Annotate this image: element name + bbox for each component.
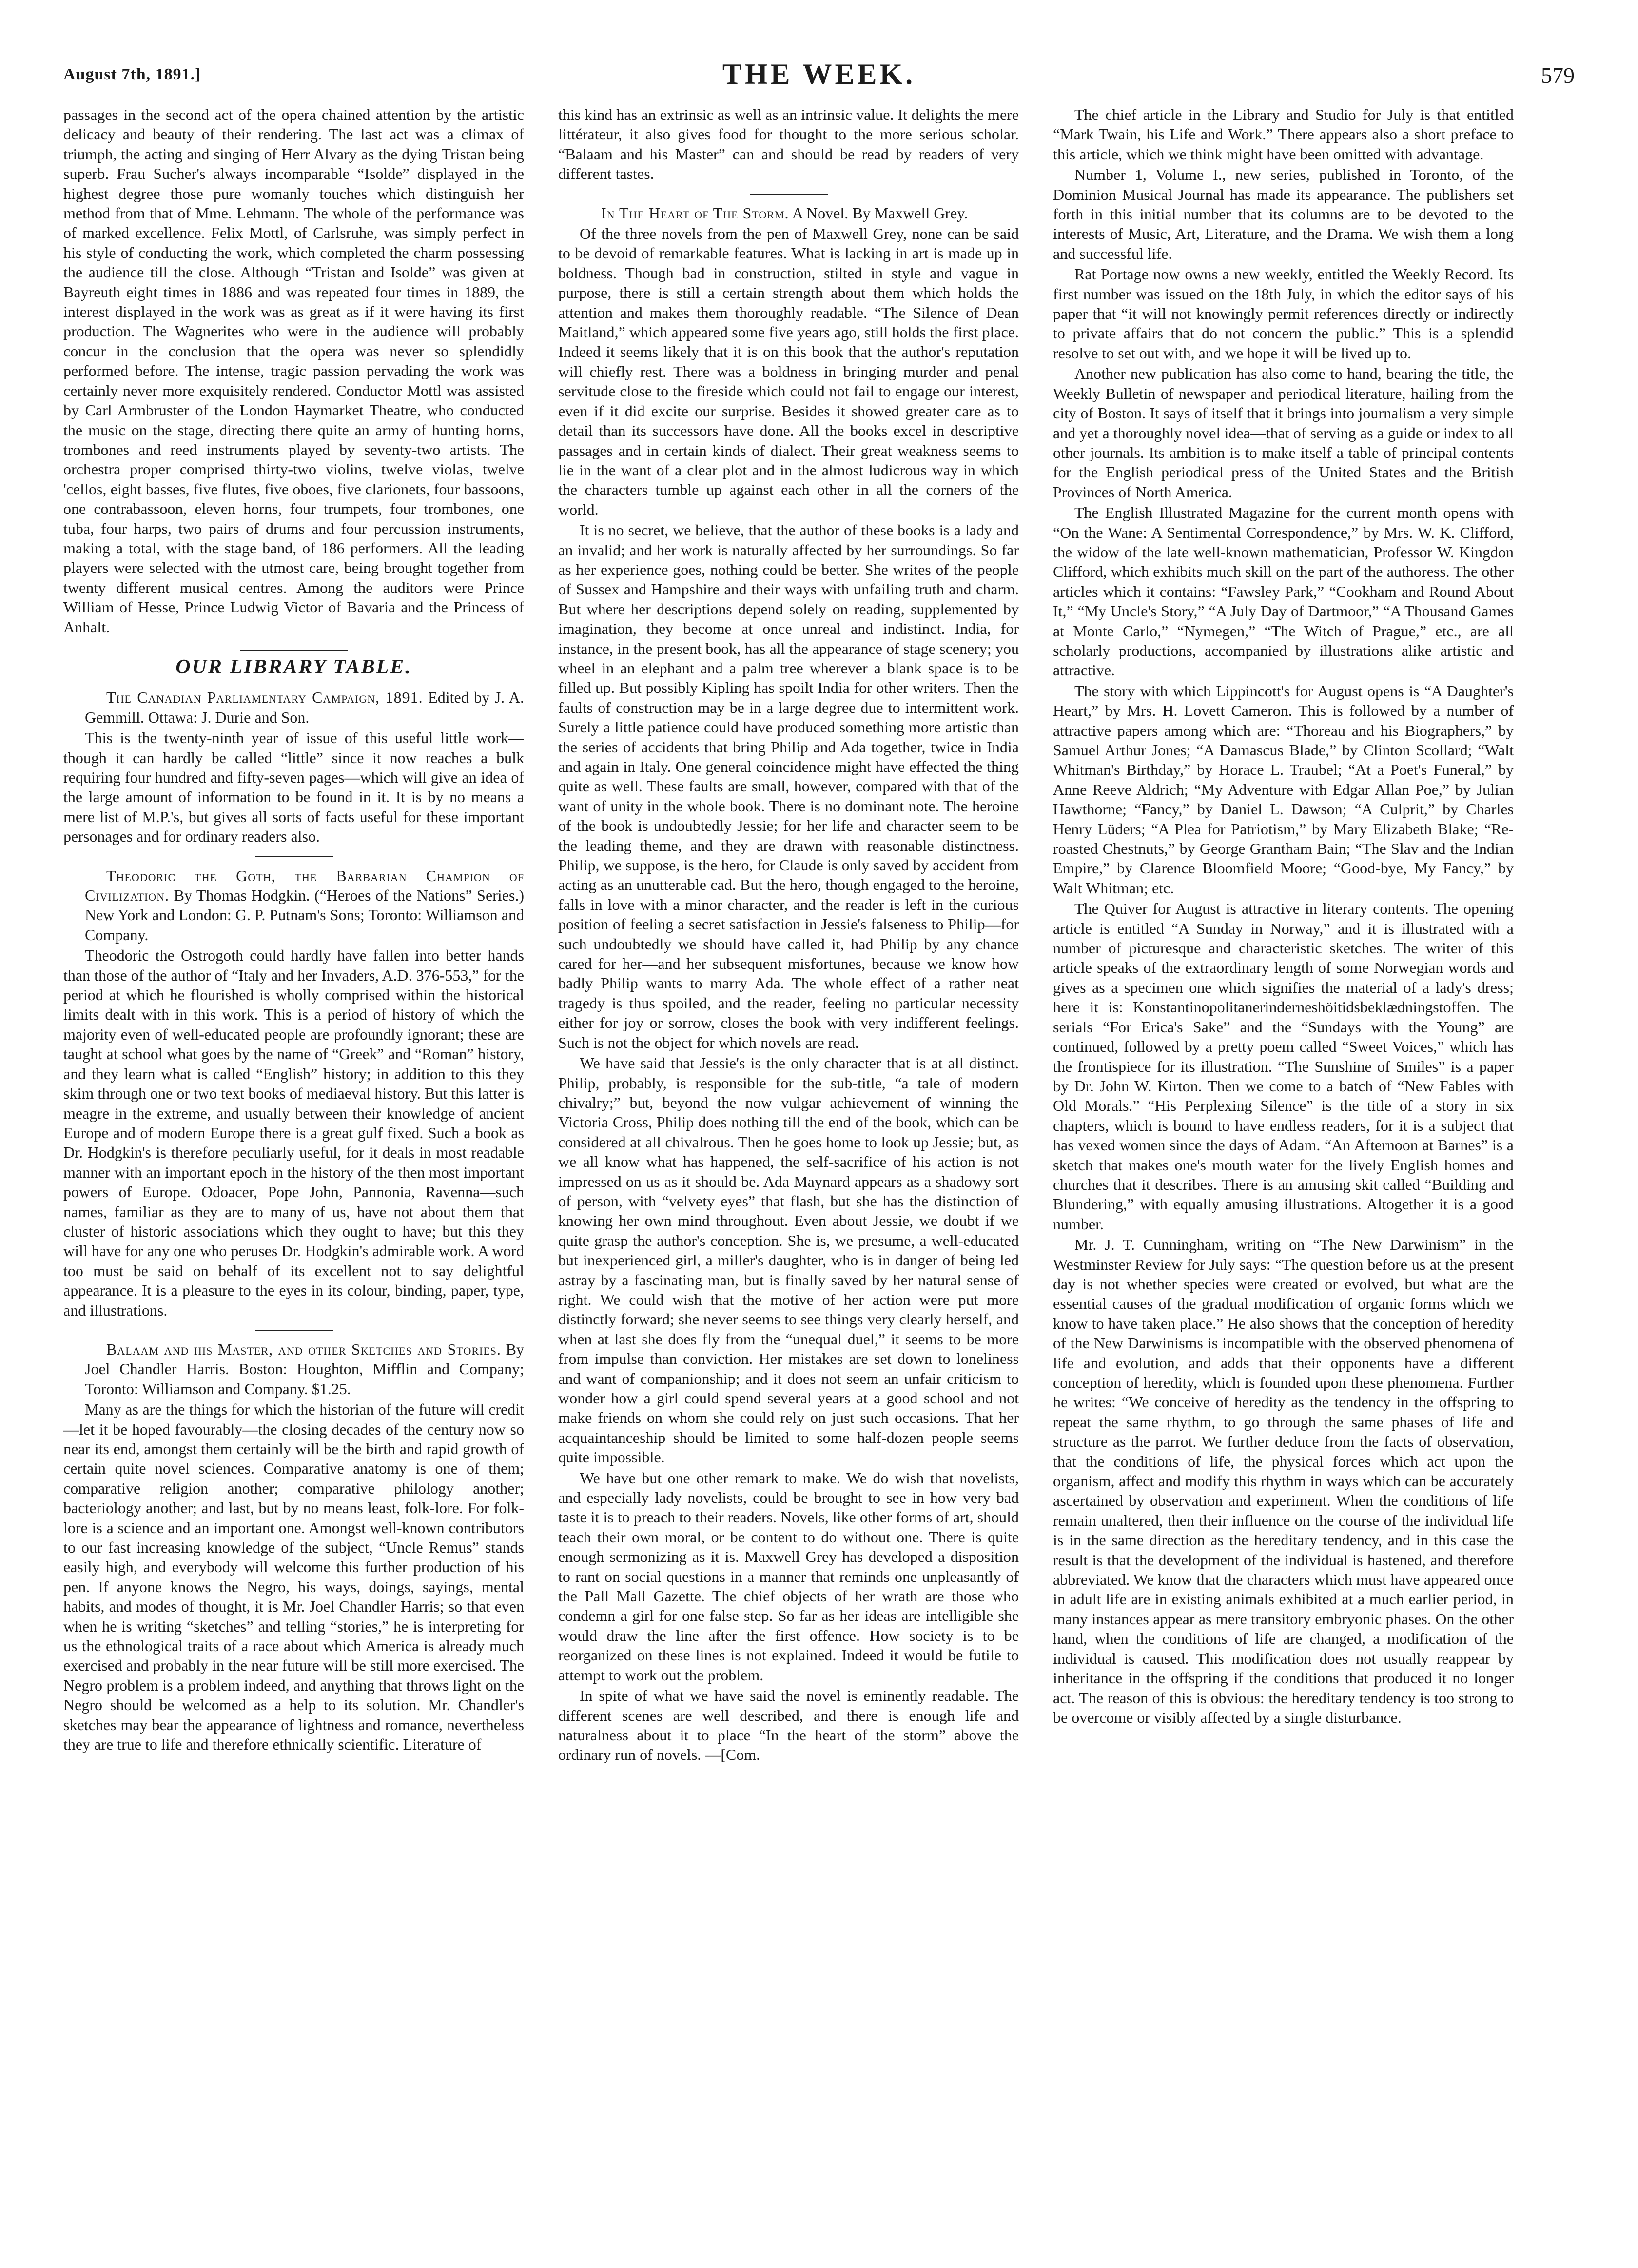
review-body: This is the twenty-ninth year of issue of this useful little work—though it can hardly be called “little” since it now reaches a bulk requiring four hundred and fifty-seven pages—which will give an idea of the large amount of information to be found in it. It is by no means a mere list of M.P.'s, but gives all sorts of facts useful for these important personages and for ordinary readers also. (63, 729, 524, 846)
periodical-note: The chief article in the Library and Studio for July is that entitled “Mark Twain, his Life and Work.” There appears also a short preface to this article, which we think might have been omitted with advantage. (1053, 106, 1514, 163)
page-number: 579 (1541, 63, 1575, 88)
review-paragraph: Of the three novels from the pen of Maxwell Grey, none can be said to be devoid of remarkable features. What is lacking in art is made up in boldness. Though bad in construction, stilted in style and vague in purpose, there is still a certain strength about them which holds the attention and makes them thoroughly readable. “The Silence of Dean Maitland,” which appeared some five years ago, still holds the first place. Indeed it seems likely that it is on this book that the author's reputation will chiefly rest. There was a boldness in bringing murder and penal servitude close to the fireside which could not fail to engage our interest, even if it did excite our surprise. Besides it showed greater care as to detail than its successors have done. All the books excel in descriptive passages and in certain kinds of dialect. Their great weakness seems to lie in the want of a clear plot and in the almost ludicrous way in which the characters tumble up against each other in all the corners of the world. (558, 225, 1019, 518)
review-heart-of-the-storm (558, 203, 1019, 1765)
review-paragraph: We have said that Jessie's is the only character that is at all distinct. Philip, probably, is responsible for the sub-title, “a tale of modern chivalry;” but, beyond the now vulgar achievement of winning the Victoria Cross, Philip does nothing till the end of the book, which can be considered at all chivalrous. Then he goes home to look up Jessie; but, as we all know what has happened, the self-sacrifice of his action is not impressed on us as it should be. Ada Maynard appears as a shadowy sort of person, with “velvety eyes” that flash, but she has the distinction of knowing her own mind throughout. Even about Jessie, we doubt if we quite grasp the author's conception. She is, we presume, a well-educated but inexperienced girl, a miller's daughter, who is in danger of being led astray by a fascinating man, but is finally saved by her natural sense of right. We could wish that the motive of her action were put more distinctly forward; she never seems to see things very clearly herself, and when at last she does fly from the “unequal duel,” it seems to be more from impulse than conviction. Her mistakes are set down to loneliness and want of companionship; and it does not seem an unfair criticism to wonder how a girl could spend several years at a good school and not make friends on whom she could rely on just such occasions. That her acquaintanceship should be limited to some half-dozen people seems quite impossible. (558, 1054, 1019, 1466)
book-meta: By Joel Chandler Harris. Boston: Houghton, Mifflin and Company; Toronto: Williamson and Company. $1.25. (85, 1340, 524, 1398)
issue-date: August 7th, 1891.] (63, 65, 201, 83)
periodical-note: Number 1, Volume I., new series, published in Toronto, of the Dominion Musical Journal has made its appearance. The publishers set forth in this initial number that its columns are to be devoted to the interests of Music, Art, Literature, and the Drama. We wish them a long and successful life. (1053, 166, 1514, 262)
review-paragraph: It is no secret, we believe, that the author of these books is a lady and an invalid; and her work is naturally affected by her surroundings. So far as her experience goes, nothing could be better. She writes of the people of Sussex and Hampshire and their ways with unfailing truth and charm. But where her descriptions depend solely on reading, supplemented by imagination, they become at once unreal and indistinct. India, for instance, in the present book, has all the appearance of stage scenery; you wheel in an elephant and a palm tree wherever a blank space is to be filled up. But possibly Kipling has spoilt India for other writers. Then the faults of construction may be in a large degree due to intermittent work. Surely a little patience could have produced something more artistic than the series of accidents that bring Philip and Ada together, twice in India and again in Italy. One general coincidence might have effected the thing quite as well. These faults are small, however, compared with that of the want of unity in the whole book. There is no dominant note. The heroine of the book is undoubtedly Jessie; for her life and character seem to be the leading theme, and they are drawn with reasonable distinctness. Philip, we suppose, is the hero, for Claude is only saved by accident from acting as an unutterable cad. But the hero, though engaged to the heroine, falls in love with a minor character, and the reader is left in the curious position of feeling a secret satisfaction in Jessie's falseness to Philip—for such undoubtedly we should have called it, had Philip by any chance cared for her—and her subsequent misfortunes, because we know how badly Philip wants to marry Ada. The whole effect of a rather neat tragedy is thus spoiled, and the reader, feeling no particular necessity either for joy or sorrow, closes the book with very indifferent feelings. Such is not the object for which novels are read. (558, 521, 1019, 1051)
review-divider (255, 1330, 333, 1331)
review-heading (63, 1340, 524, 1399)
opera-review-continuation: passages in the second act of the opera chained attention by the artistic delicacy and beauty of their rendering. The last act was a climax of triumph, the acting and singing of Herr Alvary as the dying Tristan being superb. Frau Sucher's always incomparable “Isolde” displayed in the highest degree those pure womanly touches which distinguish her method from that of Mme. Lehmann. The whole of the performance was of marked excellence. Felix Mottl, of Carlsruhe, was simply perfect in his style of conducting the work, which completed the charm possessing the audience till the close. Although “Tristan and Isolde” was given at Bayreuth eight times in 1886 and was repeated four times in 1889, the interest displayed in the work was as great as if it were having its first production. The Wagnerites who were in the audience will probably concur in the conclusion that the opera was never so splendidly performed before. The intense, tragic passion pervading the work was certainly never more exquisitely rendered. Conductor Mottl was assisted by Carl Armbruster of the London Haymarket Theatre, who conducted the music on the stage, directing there quite an army of hunting horns, trombones and reed instruments played by seventy-two artists. The orchestra proper comprised thirty-two violins, twelve violas, twelve 'cellos, eight basses, five flutes, five oboes, five clarionets, four bassoons, one contrabassoon, eleven horns, four trumpets, four trombones, one tuba, four harps, two pairs of drums and four percussion instruments, making a total, with the stage band, of 186 performers. All the leading players were selected with the utmost care, being brought together from twenty different musical centres. Among the auditors were Prince William of Hesse, Prince Ludwig Victor of Bavaria and the Princess of Anhalt. (63, 106, 524, 636)
periodical-note: Mr. J. T. Cunningham, writing on “The New Darwinism” in the Westminster Review for July says: “The question before us at the present day is not whether species were created or evolved, but what are the essential causes of the gradual modification of organic forms which we know to have taken place.” He also shows that the conception of heredity of the New Darwinisms is incompatible with the observed phenomena of life and evolution, and adds that their opponents have a different conception of heredity, which is founded upon these phenomena. Further he writes: “We conceive of heredity as the tendency in the offspring to repeat the same rhythm, to go through the same phases of life and structure as the parrot. We further deduce from the facts of observation, that the conditions of life, the physical forces which act upon the organism, affect and modify this rhythm in ways which can be accurately ascertained by observation and experiment. When the conditions of life remain unaltered, then their influence on the course of the individual life is in the same direction as the hereditary tendency, and in this case the result is that the development of the individual is hastened, and therefore abbreviated. We know that the characters which must have appeared once in adult life are in existing animals exhibited at a much earlier period, in many instances appear as mere transitory embryonic phases. On the other hand, when the conditions of life are changed, a modification of the individual is caused. This modification does not usually reappear by inheritance in the offspring if the conditions that produced it no longer act. The reason of this is obvious: the hereditary tendency is too strong to be overcome or visibly affected by a single disturbance. (1053, 1236, 1514, 1726)
periodical-note: The story with which Lippincott's for August opens is “A Daughter's Heart,” by Mrs. H. Lovett Cameron. This is followed by a number of attractive papers among which are: “Thoreau and his Biographers,” by Samuel Arthur Jones; “A Damascus Blade,” by Clinton Scollard; “Walt Whitman's Birthday,” by Horace L. Traubel; “At a Poet's Funeral,” by Anne Reeve Aldrich; “My Adventure with Edgar Allan Poe,” by Julian Hawthorne; “Fancy,” by Daniel L. Dawson; “A Culprit,” by Charles Henry Lüders; “A Plea for Patriotism,” by Mary Elizabeth Blake; “Re-roasted Chestnuts,” by George Grantham Bain; “The Slav and the Indian Empire,” by Clarence Bloomfield Moore; “Good-bye, My Fancy,” by Walt Whitman; etc. (1053, 682, 1514, 897)
review-balaam (63, 1340, 524, 1755)
periodical-note: Rat Portage now owns a new weekly, entitled the Weekly Record. Its first number was issued on the 18th July, in which the editor says of his paper that “it will not knowingly permit references directly or indirectly to private affairs that do not concern the public.” This is a splendid resolve to set out with, and we hope it will be lived up to. (1053, 265, 1514, 362)
review-parliamentary-campaign (63, 688, 524, 846)
review-theodoric (63, 866, 524, 1320)
book-meta: Edited by J. A. Gemmill. Ottawa: J. Durie and Son. (85, 689, 524, 726)
book-title: Theodoric the Goth, the Barbarian Champion of Civilization. (85, 867, 524, 905)
review-divider (255, 856, 333, 857)
periodical-note: The English Illustrated Magazine for the current month opens with “On the Wane: A Sentimental Correspondence,” by Mrs. W. K. Clifford, the widow of the late well-known mathematician, Professor W. Kingdon Clifford, which exhibits much skill on the part of the authoress. The other articles which it contains: “Fawsley Park,” “Cookham and Round About It,” “My Uncle's Story,” “A July Day of Dartmoor,” “A Thousand Games at Monte Carlo,” “Nymegen,” “The Witch of Prague,” etc., are all scholarly productions, accompanied by illustrations alike artistic and attractive. (1053, 504, 1514, 679)
column-left (63, 105, 524, 2241)
book-title: The Canadian Parliamentary Campaign, 1891. (106, 689, 423, 707)
review-body: Theodoric the Ostrogoth could hardly have fallen into better hands than those of the author of “Italy and her Invaders, A.D. 376-553,” for the period at which he flourished is wholly comprised within the historical limits dealt with in this work. This is a period of history of which the majority even of well-educated people are profoundly ignorant; these are taught at school what goes by the name of “Greek” and “Roman” history, and they learn what is called “English” history; in addition to this they skim through one or two text books of mediaeval history. But this latter is meagre in the extreme, and usually between their knowledge of ancient Europe and of modern Europe there is a great gulf fixed. Such a book as Dr. Hodgkin's is therefore peculiarly useful, for it deals in most readable manner with an important epoch in the history of the then most important powers of Europe. Odoacer, Pope John, Pannonia, Ravenna—such names, familiar as they are to many of us, have not about them that cluster of historic associations which they ought to have; but this they will have for any one who peruses Dr. Hodgkin's admirable work. A word too must be said on behalf of its excellent not to say delightful appearance. It is a pleasure to the eyes in its colour, binding, paper, type, and illustrations. (63, 947, 524, 1319)
review-heading (63, 866, 524, 945)
book-title: In The Heart of The Storm. (601, 204, 789, 222)
periodical-note: Another new publication has also come to hand, bearing the title, the Weekly Bulletin of newspaper and periodical literature, hailing from the city of Boston. It says of itself that it brings into journalism a very simple and yet a thoroughly novel idea—that of serving as a guide or index to all other journals. Its ambition is to make itself a table of principal contents for the English periodical press of the United States and the British Provinces of North America. (1053, 365, 1514, 501)
review-paragraph: We have but one other remark to make. We do wish that novelists, and especially lady novelists, could be brought to see in how very bad taste it is to preach to their readers. Novels, like other forms of art, should teach their own moral, or be content to do without one. There is quite enough sermonizing as it is. Maxwell Grey has developed a disposition to rant on social questions in a manner that reminds one unpleasantly of the Pall Mall Gazette. The chief objects of her wrath are those who condemn a girl for one false step. So far as her ideas are intelligible she would draw the line after the first offence. How society is to be reorganized on these lines is not explained. Indeed it would be futile to attempt to work out the problem. (558, 1469, 1019, 1684)
review-heading (63, 688, 524, 727)
review-paragraph: In spite of what we have said the novel is eminently readable. The different scenes are well described, and there is enough life and naturalness about it to place “In the heart of the storm” above the ordinary run of novels. —[Com. (558, 1687, 1019, 1764)
balaam-review-continuation: this kind has an extrinsic as well as an intrinsic value. It delights the mere littérateur, it also gives food for thought to the more serious scholar. “Balaam and his Master” can and should be read by readers of very different tastes. (558, 106, 1019, 183)
column-middle (558, 105, 1019, 2241)
review-divider (750, 194, 828, 195)
book-meta: A Novel. By Maxwell Grey. (792, 204, 968, 222)
review-heading (558, 203, 1019, 223)
book-title: Balaam and his Master, and other Sketches and Stories. (106, 1340, 502, 1358)
book-meta: By Thomas Hodgkin. (“Heroes of the Nations” Series.) New York and London: G. P. Putnam's Sons; Toronto: Williamson and Company. (85, 887, 524, 944)
periodical-note: The Quiver for August is attractive in literary contents. The opening article is entitled “A Sunday in Norway,” and it is illustrated with a number of picturesque and characteristic sketches. The writer of this article speaks of the extraordinary length of some Norwegian words and gives as a specimen one which signifies the material of a lady's dress; here it is: Konstantinopolitanerinderneshöitidsbeklædningstoffen. The serials “For Erica's Sake” and the “Sundays with the Young” are continued, followed by a pretty poem called “Sweet Voices,” which has the frontispiece for its illustration. “The Sunshine of Smiles” is a paper by Dr. John W. Kirton. Then we come to a batch of “New Fables with Old Morals.” “His Perplexing Silence” is the title of a story in six chapters, which is bound to have endless readers, for it is a subject that has vexed women since the days of Adam. “An Afternoon at Barnes” is a sketch that makes one's mouth water for the lively English homes and churches that it describes. There is an amusing skit called “Building and Blundering,” with equally amusing illustrations. Altogether it is a good number. (1053, 900, 1514, 1233)
library-table-heading: OUR LIBRARY TABLE. (176, 655, 412, 678)
column-right (1053, 105, 1514, 2241)
publication-title: THE WEEK. (722, 58, 916, 90)
section-divider (240, 650, 348, 651)
review-body: Many as are the things for which the historian of the future will credit—let it be hoped favourably—the closing decades of the century now so near its end, amongst them certainly will be the birth and rapid growth of certain quite novel sciences. Comparative anatomy is one of them; comparative religion another; comparative philology another; bacteriology another; and last, but by no means least, folk-lore. For folk-lore is a science and an important one. Amongst well-known contributors to our fast increasing knowledge of the subject, “Uncle Remus” stands easily high, and everybody will welcome this further production of his pen. If anyone knows the Negro, his ways, doings, sayings, mental habits, and modes of thought, it is Mr. Joel Chandler Harris; so that even when he is writing “sketches” and telling “stories,” he is interpreting for us the ethnological traits of a race about which America is already much exercised and probably in the near future will be still more exercised. The Negro problem is a problem indeed, and anything that throws light on the Negro should be welcomed as a help to its solution. Mr. Chandler's sketches may bear the appearance of lightness and romance, nevertheless they are true to life and therefore ethnically scientific. Literature of (63, 1400, 524, 1754)
masthead (63, 58, 1575, 101)
